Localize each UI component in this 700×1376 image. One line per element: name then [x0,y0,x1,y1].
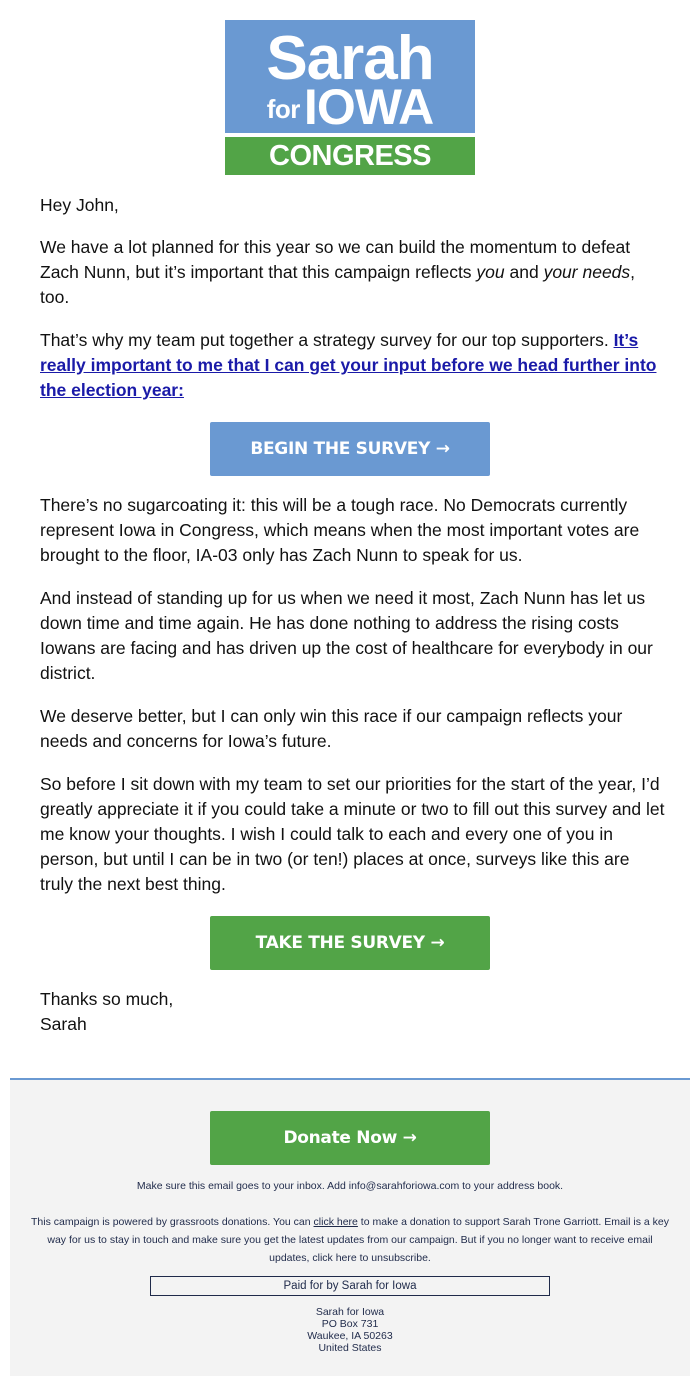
paragraph-1-emphasis-you: you [476,262,505,282]
donate-click-here-link[interactable]: click here [313,1216,358,1228]
paid-for-disclaimer: Paid for by Sarah for Iowa [150,1276,550,1296]
logo-state: IOWA [303,79,434,135]
logo-for-iowa [225,79,475,145]
signature: Sarah [40,1014,87,1034]
logo-for: for [266,94,300,124]
grassroots-note-text-a: This campaign is powered by grassroots donations. You can [31,1216,314,1228]
logo-top-panel [225,20,475,133]
paragraph-2-text: That’s why my team put together a strategy survey for our top supporters. [40,330,614,350]
begin-survey-button[interactable]: BEGIN THE SURVEY → [210,422,490,476]
paragraph-6: So before I sit down with my team to set our priorities for the start of the year, I’d greatly appreciate it if you could take a minute or two to fill out this survey and let me know your thoughts. I wish I could talk to each and every one of you in person, but until I can be in two (or ten!) places at once, surveys like this are truly the next best thing. [40,774,665,894]
grassroots-note [30,1213,670,1267]
paragraph-1-text-c: , too. [40,262,636,307]
address-line-2: PO Box 731 [321,1318,379,1330]
grassroots-note-text-b: to make a donation to support Sarah Trone Garriott. Email is a key way for us to stay in touch and make sure you get the latest updates from our campaign. But if you no longer want to receive email updates, click here to unsubscribe. [47,1216,669,1264]
address-line-4: United States [318,1342,382,1354]
paragraph-1-text-b: and [504,262,544,282]
signoff: Thanks so much, [40,989,174,1009]
logo-name: Sarah [266,24,434,93]
address-line-1: Sarah for Iowa [315,1306,385,1318]
take-survey-button[interactable]: TAKE THE SURVEY → [210,916,490,970]
logo-office: CONGRESS [225,137,475,175]
paragraph-3: There’s no sugarcoating it: this will be a tough race. No Democrats currently represent Iowa in Congress, which means when the most important votes are brought to the floor, IA-03 only has Zach Nunn to speak for us. [40,495,640,565]
address-line-3: Waukee, IA 50263 [307,1330,393,1342]
paragraph-5: We deserve better, but I can only win this race if our campaign reflects your needs and concerns for Iowa’s future. [40,706,623,751]
mailing-address [30,1306,670,1354]
email-footer [10,1078,690,1376]
donate-now-button[interactable]: Donate Now → [210,1111,490,1165]
paragraph-2 [40,328,665,403]
paragraph-1-text-a: We have a lot planned for this year so we can build the momentum to defeat Zach Nunn, but it’s important that this campaign reflects [40,237,631,282]
campaign-logo [225,20,475,175]
paragraph-1 [40,235,665,310]
greeting: Hey John, [40,195,119,215]
inbox-note: Make sure this email goes to your inbox. Add info@sarahforiowa.com to your address book. [136,1180,564,1192]
paragraph-1-emphasis-needs: your needs [543,262,631,282]
paragraph-4: And instead of standing up for us when we need it most, Zach Nunn has let us down time and time again. He has done nothing to address the rising costs Iowans are facing and has driven up the cost of healthcare for everybody in our district. [40,588,653,683]
survey-input-link[interactable]: It’s really important to me that I can get your input before we head further into the election year: [40,330,657,400]
